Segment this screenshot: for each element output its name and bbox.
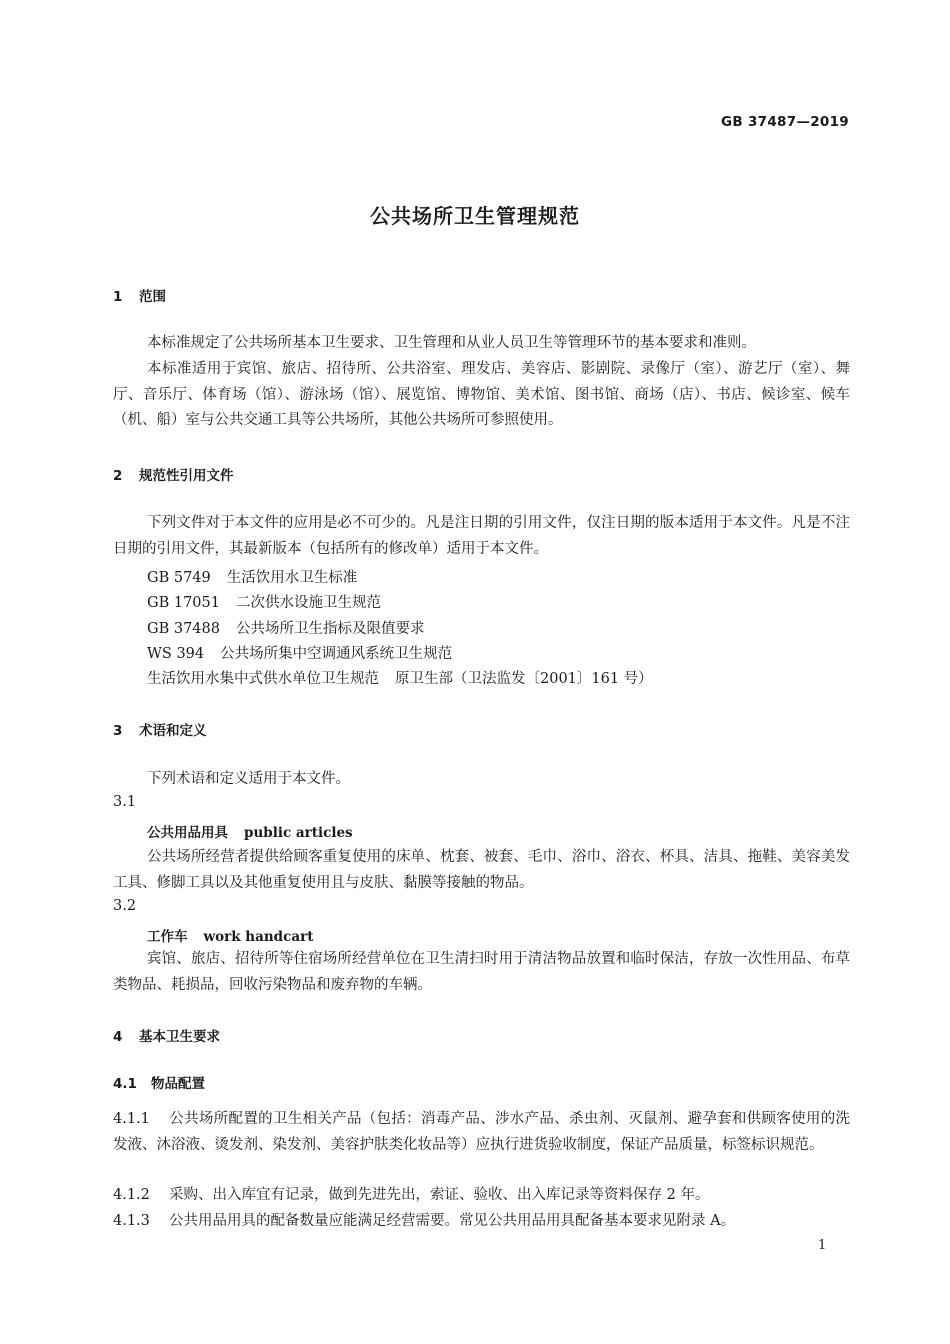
reference-code: 生活饮用水集中式供水单位卫生规范	[147, 671, 379, 687]
reference-item	[147, 617, 424, 638]
reference-code: GB 37488	[147, 621, 220, 637]
reference-title: 公共场所卫生指标及限值要求	[235, 621, 425, 637]
subsection-4-1-heading	[113, 1072, 205, 1092]
reference-title: 二次供水设施卫生规范	[235, 595, 381, 611]
term-definition: 宾馆、旅店、招待所等住宿场所经营单位在卫生清扫时用于清洁物品放置和临时保洁，存放一次性用品、布草类物品、耗损品，回收污染物品和废弃物的车辆。	[113, 951, 850, 993]
term-english: work handcart	[203, 929, 314, 945]
subsection-title: 物品配置	[151, 1076, 205, 1092]
section-1-paragraph-1: 本标准规定了公共场所基本卫生要求、卫生管理和从业人员卫生等管理环节的基本要求和准则。	[147, 335, 756, 351]
clause-text: 公共场所配置的卫生相关产品（包括：消毒产品、涉水产品、杀虫剂、灭鼠剂、避孕套和供顾客使用的洗发液、沐浴液、烫发剂、染发剂、美容护肤类化妆品等）应执行进货验收制度，保证产品质量，标签标识规范。	[113, 1111, 850, 1153]
clause-text: 采购、出入库宜有记录，做到先进先出，索证、验收、出入库记录等资料保存 2 年。	[169, 1187, 710, 1203]
reference-code: GB 5749	[147, 570, 211, 586]
reference-code: WS 394	[147, 646, 205, 662]
term-name: 工作车	[147, 929, 188, 945]
section-2-paragraph-1: 下列文件对于本文件的应用是必不可少的。凡是注日期的引用文件，仅注日期的版本适用于本文件。凡是不注日期的引用文件，其最新版本（包括所有的修改单）适用于本文件。	[113, 515, 850, 557]
term-english: public articles	[244, 825, 353, 841]
reference-item	[147, 667, 653, 688]
term-heading	[147, 925, 313, 945]
section-number: 4	[113, 1029, 123, 1045]
clause-number: 4.1.1	[113, 1111, 150, 1127]
section-4-heading	[113, 1025, 220, 1045]
section-number: 2	[113, 468, 123, 484]
term-definition: 公共场所经营者提供给顾客重复使用的床单、枕套、被套、毛巾、浴巾、浴衣、杯具、洁具、拖鞋、美容美发工具、修脚工具以及其他重复使用且与皮肤、黏膜等接触的物品。	[113, 849, 850, 891]
subsection-number: 4.1	[113, 1076, 137, 1092]
clause-4-1-2	[113, 1183, 850, 1209]
section-3-paragraph-1: 下列术语和定义适用于本文件。	[147, 771, 350, 787]
section-2-heading	[113, 464, 234, 484]
clause-number: 4.1.3	[113, 1213, 150, 1229]
term-number: 3.2	[113, 898, 137, 914]
section-number: 1	[113, 289, 123, 305]
page-number: 1	[818, 1238, 827, 1253]
reference-item	[147, 566, 357, 587]
reference-code: GB 17051	[147, 595, 220, 611]
section-title: 术语和定义	[139, 723, 207, 739]
section-title: 范围	[139, 289, 166, 305]
section-1-paragraph-2: 本标准适用于宾馆、旅店、招待所、公共浴室、理发店、美容店、影剧院、录像厅（室）、游艺厅（室）、舞厅、音乐厅、体育场（馆）、游泳场（馆）、展览馆、博物馆、美术馆、图书馆、商场（店）、书店、候诊室、候车（机、船）室与公共交通工具等公共场所，其他公共场所可参照使用。	[113, 361, 850, 428]
term-number: 3.1	[113, 794, 137, 810]
section-title: 规范性引用文件	[139, 468, 234, 484]
term-name: 公共用品用具	[147, 825, 228, 841]
clause-number: 4.1.2	[113, 1187, 150, 1203]
reference-title: 生活饮用水卫生标准	[226, 570, 358, 586]
section-number: 3	[113, 723, 123, 739]
clause-text: 公共用品用具的配备数量应能满足经营需要。常见公共用品用具配备基本要求见附录 A。	[169, 1213, 736, 1229]
reference-title: 原卫生部（卫法监发〔2001〕161 号）	[395, 671, 653, 687]
section-3-heading	[113, 719, 207, 739]
term-heading	[147, 821, 353, 841]
document-title: 公共场所卫生管理规范	[370, 204, 580, 228]
reference-item	[147, 642, 452, 663]
reference-title: 公共场所集中空调通风系统卫生规范	[220, 646, 453, 662]
reference-item	[147, 591, 381, 612]
clause-4-1-1	[113, 1107, 850, 1158]
section-1-heading	[113, 285, 166, 305]
standard-number: GB 37487—2019	[720, 114, 849, 130]
section-title: 基本卫生要求	[139, 1029, 220, 1045]
clause-4-1-3	[113, 1209, 850, 1235]
